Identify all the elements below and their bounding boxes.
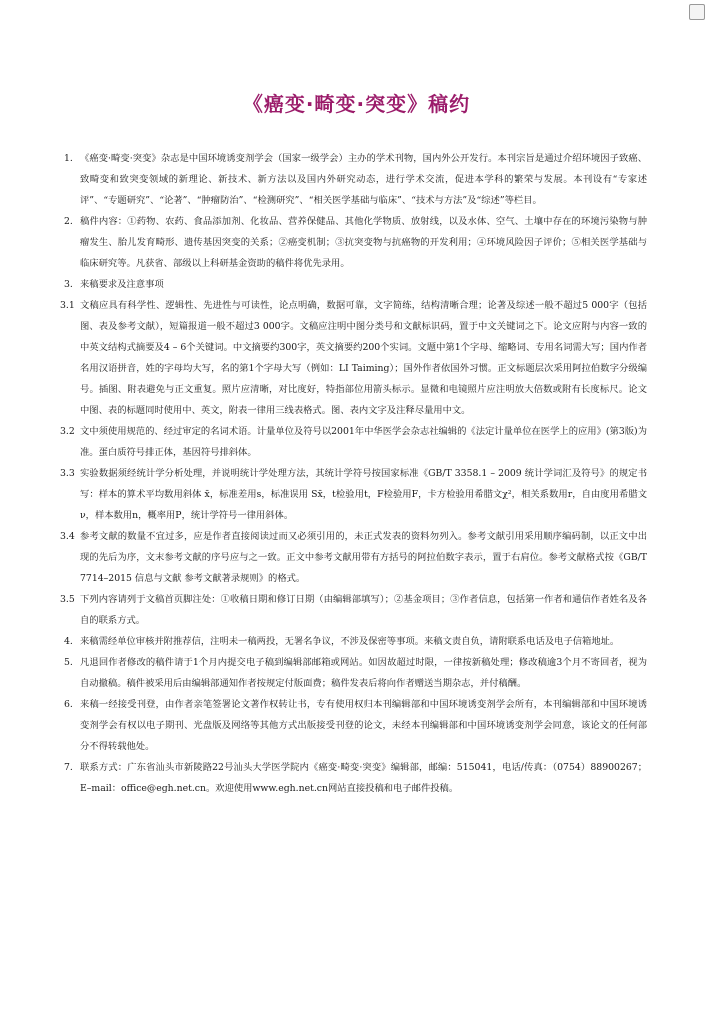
list-item [64, 757, 647, 799]
item-number: 5. [64, 657, 73, 668]
page-title: 《癌变·畸变·突变》稿约 [242, 92, 471, 116]
item-text: 来稿要求及注意事项 [80, 279, 164, 290]
item-text: 联系方式：广东省汕头市新陵路22号汕头大学医学院内《癌变·畸变·突变》编辑部，邮编：515041，电话/传真：（0754）88900267；E–mail：office@egh.net.cn。欢迎使用www.egh.net.cn网站直接投稿和电子邮件投稿。 [80, 762, 647, 794]
item-text: 实验数据须经统计学分析处理，并说明统计学处理方法，其统计学符号按国家标准《GB/T 3358.1 – 2009 统计学词汇及符号》的规定书写：样本的算术平均数用斜体 x̄，标准差用s，标准误用 Sx̄，t检验用t，F检验用F，卡方检验用希腊文χ²，相关系数用r，自由度用希腊文ν，样本数用n，概率用P，统计学符号一律用斜体。 [80, 468, 647, 521]
item-number: 3. [64, 279, 73, 290]
item-text: 《癌变·畸变·突变》杂志是中国环境诱变剂学会（国家一级学会）主办的学术刊物，国内外公开发行。本刊宗旨是通过介绍环境因子致癌、致畸变和致突变领域的新理论、新技术、新方法以及国内外研究动态，进行学术交流，促进本学科的繁荣与发展。本刊设有“专家述评”、“专题研究”、“论著”、“肿瘤防治”、“检测研究”、“相关医学基础与临床”、“技术与方法”及“综述”等栏目。 [80, 153, 647, 206]
item-text: 凡退回作者修改的稿件请于1个月内提交电子稿到编辑部邮箱或网站。如因故超过时限，一律按新稿处理；修改稿逾3个月不寄回者，视为自动撤稿。稿件被采用后由编辑部通知作者按规定付版面费；稿件发表后将向作者赠送当期杂志，并付稿酬。 [80, 657, 647, 689]
list-item [64, 274, 647, 295]
item-text: 稿件内容：①药物、农药、食品添加剂、化妆品、营养保健品、其他化学物质、放射线，以及水体、空气、土壤中存在的环境污染物与肿瘤发生、胎儿发育畸形、遗传基因突变的关系；②癌变机制；③抗突变物与抗癌物的开发利用；④环境风险因子评价；⑤相关医学基础与临床研究等。凡获省、部级以上科研基金资助的稿件将优先录用。 [80, 216, 647, 269]
item-number: 3.4 [60, 531, 75, 542]
item-number: 6. [64, 699, 73, 710]
list-item [64, 211, 647, 274]
item-number: 7. [64, 762, 73, 773]
list-item [64, 652, 647, 694]
item-number: 4. [64, 636, 73, 647]
list-item [64, 631, 647, 652]
list-item [64, 148, 647, 211]
list-item [60, 421, 647, 463]
item-text: 来稿需经单位审核并附推荐信，注明未一稿两投，无署名争议，不涉及保密等事项。来稿文责自负，请附联系电话及电子信箱地址。 [80, 636, 620, 647]
list-item [60, 589, 647, 631]
item-text: 文中须使用规范的、经过审定的名词术语。计量单位及符号以2001年中华医学会杂志社编辑的《法定计量单位在医学上的应用》(第3版)为准。蛋白质符号排正体，基因符号排斜体。 [80, 426, 647, 458]
page-corner-icon [689, 4, 705, 20]
item-number: 3.1 [60, 300, 75, 311]
guidelines-list [60, 148, 647, 799]
list-item [60, 526, 647, 589]
item-number: 2. [64, 216, 73, 227]
list-item [60, 295, 647, 421]
item-text: 来稿一经接受刊登，由作者亲笔签署论文著作权转让书，专有使用权归本刊编辑部和中国环境诱变剂学会所有，本刊编辑部和中国环境诱变剂学会有权以电子期刊、光盘版及网络等其他方式出版接受刊登的论文，未经本刊编辑部和中国环境诱变剂学会同意，该论文的任何部分不得转载他处。 [80, 699, 647, 752]
item-number: 3.3 [60, 468, 75, 479]
list-item [60, 463, 647, 526]
item-text: 参考文献的数量不宜过多，应是作者直接阅读过而又必须引用的，未正式发表的资料勿列入。参考文献引用采用顺序编码制，以正文中出现的先后为序，文末参考文献的序号应与之一致。正文中参考文献用带有方括号的阿拉伯数字表示，置于右肩位。参考文献格式按《GB/T 7714–2015 信息与文献 参考文献著录规则》的格式。 [80, 531, 647, 584]
item-number: 3.5 [60, 594, 75, 605]
item-text: 下列内容请列于文稿首页脚注处：①收稿日期和修订日期（由编辑部填写）；②基金项目；③作者信息，包括第一作者和通信作者姓名及各自的联系方式。 [80, 594, 647, 626]
item-number: 3.2 [60, 426, 75, 437]
list-item [64, 694, 647, 757]
item-number: 1. [64, 153, 73, 164]
item-text: 文稿应具有科学性、逻辑性、先进性与可读性，论点明确，数据可靠，文字简练，结构清晰合理；论著及综述一般不超过5 000字（包括图、表及参考文献），短篇报道一般不超过3 000字。文稿应注明中图分类号和文献标识码，置于中文关键词之下。论文应附与内容一致的中英文结构式摘要及4 – 6个关键词。中文摘要约300字，英文摘要约200个实词。文题中第1个字母、缩略词、专用名词需大写；国内作者名用汉语拼音，姓的字母均大写，名的第1个字母大写（例如：LI Taiming）；国外作者依国外习惯。正文标题层次采用阿拉伯数字分级编号。插图、附表避免与正文重复。照片应清晰，对比度好，特指部位用箭头标示。显微和电镜照片应注明放大倍数或附有长度标尺。论文中图、表的标题同时使用中、英文，附表一律用三线表格式。图、表内文字及注释尽量用中文。 [80, 300, 647, 416]
